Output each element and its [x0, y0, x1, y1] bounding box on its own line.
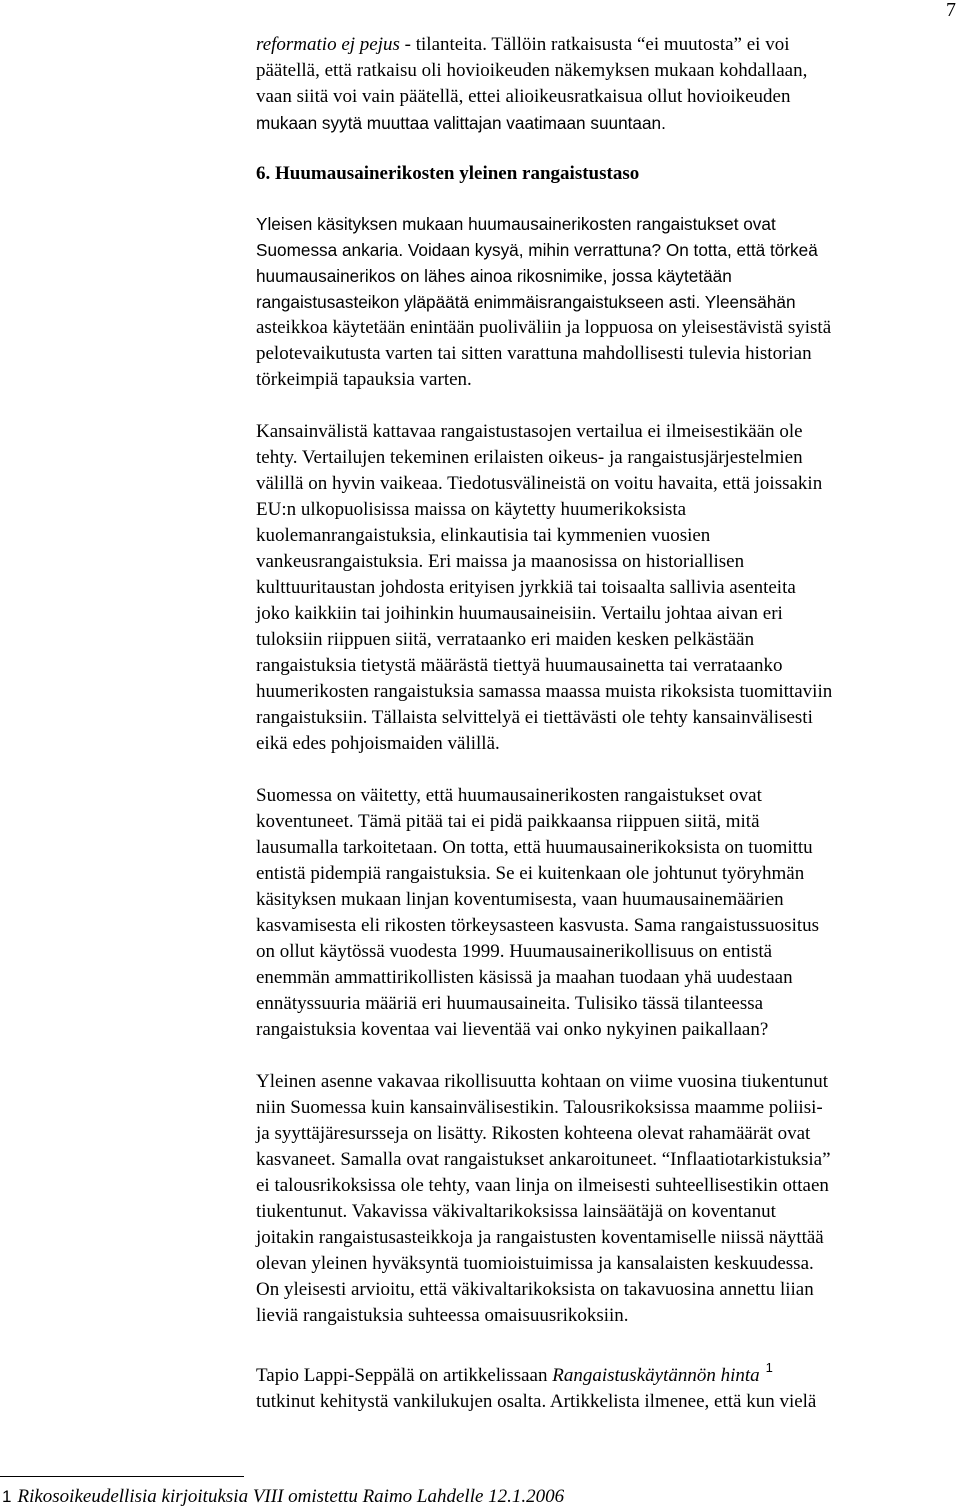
- text-line: Kansainvälistä kattavaa rangaistustasojen vertailua ei ilmeisestikään ole: [256, 421, 803, 442]
- text-line: entistä pidempiä rangaistuksia. Se ei kuitenkaan ole johtunut työryhmän: [256, 863, 805, 884]
- text-line: tehty. Vertailujen tekeminen erilaisten oikeus- ja rangaistusjärjestelmien: [256, 447, 803, 468]
- text-line: rangaistusasteikon yläpäätä enimmäisrangaistukseen asti. Yleensähän: [256, 292, 796, 312]
- text-fragment: - tilanteita. Tällöin ratkaisusta “ei muutosta” ei voi: [399, 34, 790, 55]
- text-line: Suomessa ankaria. Voidaan kysyä, mihin verrattuna? On totta, että törkeä: [256, 240, 818, 260]
- page-number: 7: [946, 0, 956, 21]
- text-line: vankeusrangaistuksia. Eri maissa ja maanosissa on historiallisen: [256, 551, 745, 572]
- text-line: rangaistuksiin. Tällaista selvittelyä ei tiettävästi ole tehty kansainvälisesti: [256, 707, 813, 728]
- text-line: ja syyttäjäresursseja on lisätty. Rikosten kohteena olevat rahamäärät ovat: [256, 1123, 811, 1144]
- text-line: eikä edes pohjoismaiden välillä.: [256, 733, 500, 754]
- text-line: ei talousrikoksissa ole tehty, vaan linja on ilmeisesti suhteellisestikin ottaen: [256, 1175, 829, 1196]
- text-line: törkeimpiä tapauksia varten.: [256, 369, 472, 390]
- paragraph-lappi-seppala: [256, 1355, 956, 1415]
- text-line: rangaistuksia tietystä määrästä tiettyä huumausainetta tai verrataanko: [256, 655, 783, 676]
- footnote: [2, 1486, 564, 1508]
- text-line: välillä on hyvin vaikeaa. Tiedotusvälineistä on voitu havaita, että joissakin: [256, 473, 823, 494]
- text-line: Yleisen käsityksen mukaan huumausainerikosten rangaistukset ovat: [256, 214, 776, 234]
- paragraph-punishment-level: [256, 211, 956, 393]
- text-line: käsityksen mukaan linjan koventumisesta, vaan huumausainemäärien: [256, 889, 784, 910]
- text-line: kasvamisesta eli rikosten törkeysasteen kasvusta. Sama rangaistussuositus: [256, 915, 820, 936]
- text-line: mukaan syytä muuttaa valittajan vaatimaan suuntaan.: [256, 113, 666, 133]
- footnote-number: 1: [2, 1487, 12, 1506]
- document-body: [256, 32, 956, 1415]
- paragraph-general-attitude: [256, 1069, 956, 1329]
- footnote-text: Rikosoikeudellisia kirjoituksia VIII omistettu Raimo Lahdelle 12.1.2006: [17, 1486, 565, 1507]
- text-line: Suomessa on väitetty, että huumausainerikosten rangaistukset ovat: [256, 785, 762, 806]
- text-line: lausumalla tarkoitetaan. On totta, että huumausainerikoksista on tuomittu: [256, 837, 813, 858]
- text-line: On yleisesti arvioitu, että väkivaltarikoksista on takavuosina annettu liian: [256, 1279, 814, 1300]
- text-line: Yleinen asenne vakavaa rikollisuutta kohtaan on viime vuosina tiukentunut: [256, 1071, 828, 1092]
- text-line: kulttuuritaustan johdosta erityisen jyrkkiä tai toisaalta sallivia asenteita: [256, 577, 796, 598]
- text-line: [256, 32, 956, 58]
- text-line: [256, 1355, 956, 1389]
- text-line: joitakin rangaistusasteikkoja ja rangaistusten koventamiselle niissä näyttää: [256, 1227, 824, 1248]
- text-line: tuloksiin riippuen siitä, verrataanko eri maiden kesken pelkästään: [256, 629, 755, 650]
- text-line: niin Suomessa kuin kansainvälisestikin. Talousrikoksissa maamme poliisi-: [256, 1097, 823, 1118]
- text-line: huumerikosten rangaistuksia samassa maassa muista rikoksista tuomittaviin: [256, 681, 833, 702]
- text-line: rangaistuksia koventaa vai lieventää vai onko nykyinen paikallaan?: [256, 1019, 769, 1040]
- section-heading: 6. Huumausainerikosten yleinen rangaistustaso: [256, 163, 640, 184]
- paragraph-tightened-sentences: [256, 783, 956, 1043]
- text-line: joko kaikkiin tai joihinkin huumausaineisiin. Vertailu johtaa aivan eri: [256, 603, 783, 624]
- text-line: vaan siitä voi vain päätellä, ettei alioikeusratkaisua ollut hovioikeuden: [256, 86, 791, 107]
- text-line: pelotevaikutusta varten tai sitten varattuna mahdollisesti tulevia historian: [256, 343, 812, 364]
- text-line: lieviä rangaistuksia suhteessa omaisuusrikoksiin.: [256, 1305, 629, 1326]
- text-line: päätellä, että ratkaisu oli hovioikeuden näkemyksen mukaan kohdallaan,: [256, 60, 808, 81]
- text-line: kasvaneet. Samalla ovat rangaistukset ankaroituneet. “Inflaatiotarkistuksia”: [256, 1149, 831, 1170]
- italic-phrase: reformatio ej pejus: [256, 34, 400, 55]
- text-line: tiukentunut. Vakavissa väkivaltarikoksissa lainsäätäjä on koventanut: [256, 1201, 776, 1222]
- paragraph-international-comparison: [256, 419, 956, 757]
- footnote-reference[interactable]: 1: [765, 1360, 773, 1375]
- text-line: koventuneet. Tämä pitää tai ei pidä paikkaansa riippuen siitä, mitä: [256, 811, 760, 832]
- text-line: EU:n ulkopuolisissa maissa on käytetty huumerikoksista: [256, 499, 687, 520]
- text-line: enemmän ammattirikollisten käsissä ja maahan tuodaan yhä uudestaan: [256, 967, 793, 988]
- text-line: olevan yleinen hyväksyntä tuomioistuimissa ja kansalaisten keskuudessa.: [256, 1253, 814, 1274]
- footnote-divider: [0, 1476, 244, 1477]
- text-line: on ollut käytössä vuodesta 1999. Huumausainerikollisuus on entistä: [256, 941, 773, 962]
- text-line: ennätyssuuria määriä eri huumausaineita. Tulisiko tässä tilanteessa: [256, 993, 764, 1014]
- text-fragment: Tapio Lappi-Seppälä on artikkelissaan: [256, 1365, 553, 1386]
- text-line: tutkinut kehitystä vankilukujen osalta. Artikkelista ilmenee, että kun vielä: [256, 1391, 817, 1412]
- article-title: Rangaistuskäytännön hinta: [552, 1365, 760, 1386]
- text-line: huumausainerikos on lähes ainoa rikosnimike, jossa käytetään: [256, 266, 732, 286]
- text-line: asteikkoa käytetään enintään puoliväliin ja loppuosa on yleisestävistä syistä: [256, 317, 832, 338]
- text-line: kuolemanrangaistuksia, elinkautisia tai kymmenien vuosien: [256, 525, 711, 546]
- paragraph-intro: [256, 32, 956, 136]
